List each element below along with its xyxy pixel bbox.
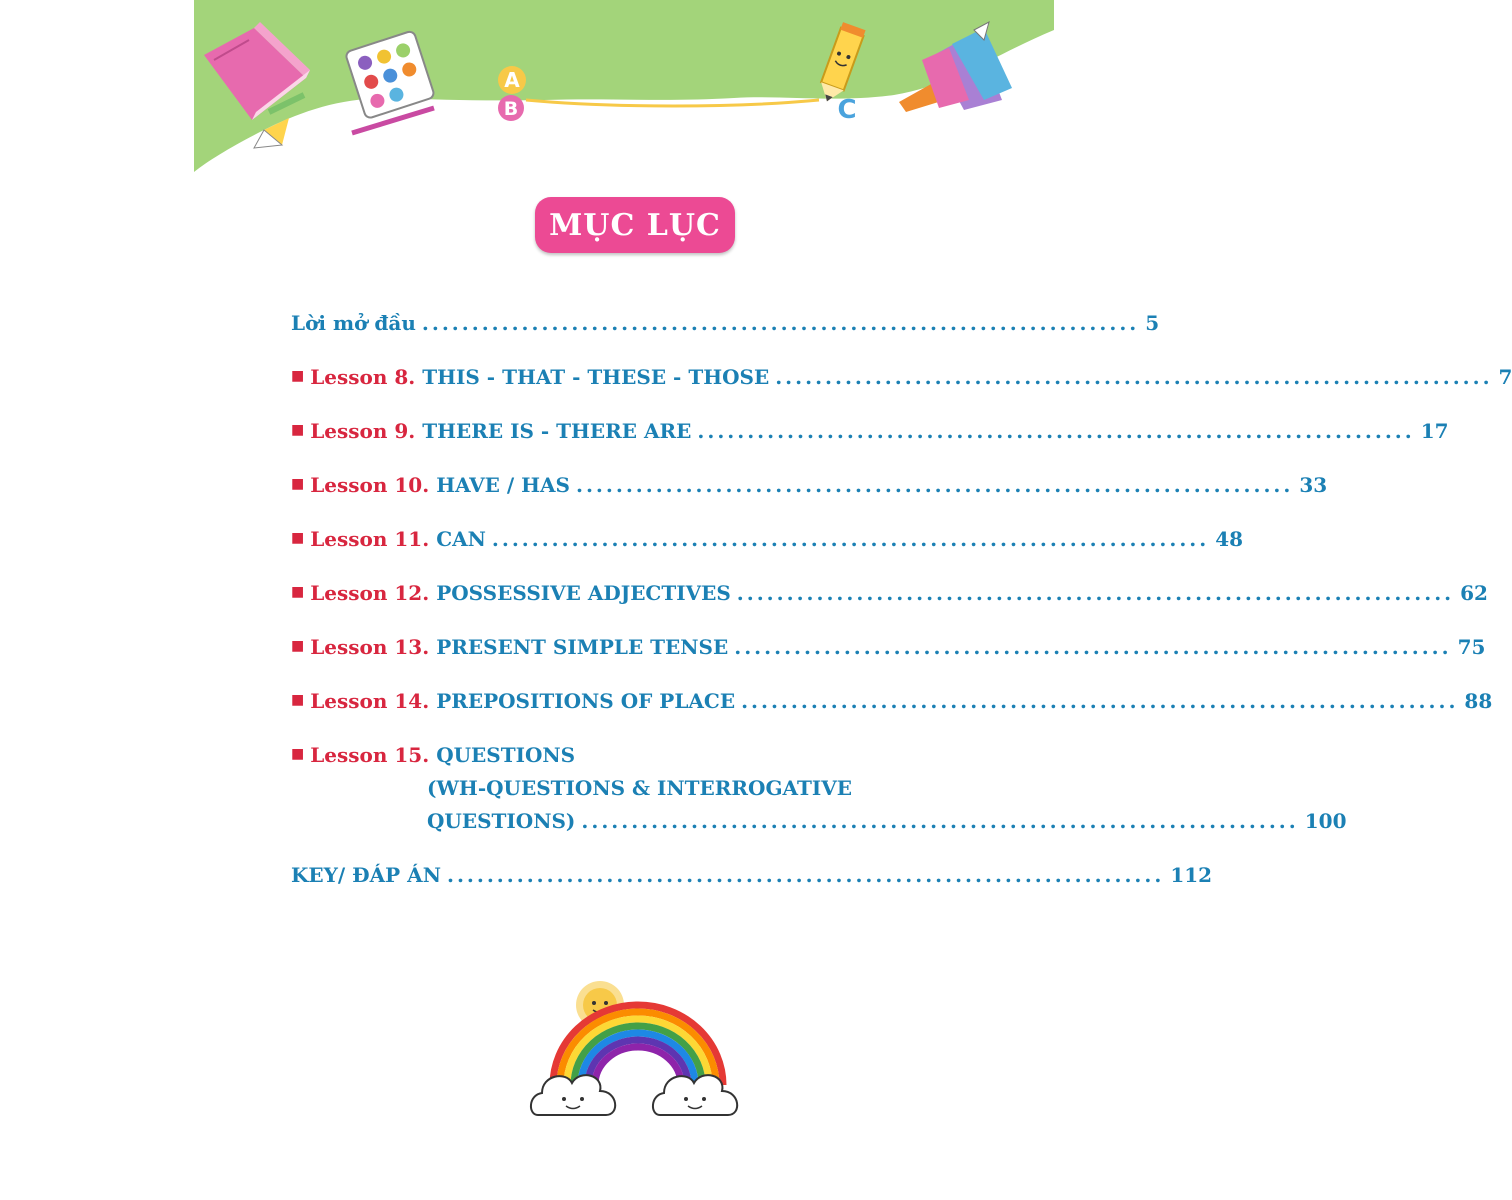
dot-leader: ........................................................................ (581, 809, 1299, 833)
bullet-icon: ■ (291, 638, 305, 654)
toc-lesson-topic: THERE IS - THERE ARE (422, 419, 692, 443)
left-cloud-icon (531, 1075, 615, 1115)
toc-lesson-number: Lesson 15. (310, 743, 430, 767)
toc-lesson-number: Lesson 14. (310, 689, 430, 713)
bullet-icon: ■ (291, 422, 305, 438)
toc-entry-lesson-8[interactable] (291, 359, 1512, 389)
toc-lesson-number: Lesson 8. (310, 365, 416, 389)
toc-lesson-number: Lesson 11. (310, 527, 430, 551)
toc-lesson-topic: HAVE / HAS (436, 473, 570, 497)
toc-page-number: 100 (1304, 809, 1347, 833)
toc-page-number: 17 (1420, 419, 1449, 443)
dot-leader: ........................................................................ (421, 311, 1140, 335)
bullet-icon: ■ (291, 368, 305, 384)
toc-lesson-number: Lesson 13. (310, 635, 430, 659)
svg-text:A: A (504, 68, 520, 92)
yellow-string (526, 100, 819, 106)
toc-entry-key[interactable] (291, 857, 1213, 887)
bullet-icon: ■ (291, 530, 305, 546)
toc-page-number: 33 (1299, 473, 1328, 497)
toc-entry-lesson-9[interactable] (291, 413, 1449, 443)
dot-leader: ........................................................................ (775, 365, 1493, 389)
bullet-icon: ■ (291, 746, 305, 762)
dot-leader: ........................................................................ (491, 527, 1210, 551)
toc-page-number: 88 (1464, 689, 1493, 713)
toc-page-number: 62 (1460, 581, 1488, 605)
letter-c-icon: C (837, 95, 857, 125)
toc-lesson-topic: QUESTIONS (436, 743, 576, 767)
toc-entry-lesson-11[interactable] (291, 521, 1244, 551)
toc-entry-lesson-12[interactable] (291, 575, 1488, 605)
dot-leader: ........................................................................ (736, 581, 1455, 605)
toc-lesson-topic: CAN (436, 527, 486, 551)
toc-page-number: 48 (1215, 527, 1244, 551)
bullet-icon: ■ (291, 584, 305, 600)
letter-a-icon (498, 66, 526, 94)
rainbow-illustration (528, 975, 748, 1125)
dot-leader: ........................................................................ (741, 689, 1459, 713)
toc-entry-lesson-10[interactable] (291, 467, 1328, 497)
toc-lesson-number: Lesson 12. (310, 581, 430, 605)
toc-entry-label: Lời mở đầu (291, 311, 416, 335)
toc-page-number: 112 (1170, 863, 1213, 887)
toc-entry-intro[interactable] (291, 305, 1160, 335)
letter-b-icon (498, 95, 524, 121)
title-badge (535, 197, 735, 253)
page-title: MỤC LỤC (549, 207, 721, 243)
toc-lesson-topic: PREPOSITIONS OF PLACE (436, 689, 736, 713)
toc-entry-lesson-15[interactable] (291, 737, 1347, 837)
dot-leader: ........................................................................ (734, 635, 1452, 659)
toc-lesson-number: Lesson 9. (310, 419, 416, 443)
toc-lesson-topic: PRESENT SIMPLE TENSE (436, 635, 729, 659)
toc-page-number: 7 (1498, 365, 1512, 389)
toc-entry-lesson-13[interactable] (291, 629, 1486, 659)
bullet-icon: ■ (291, 476, 305, 492)
dot-leader: ........................................................................ (697, 419, 1415, 443)
svg-text:B: B (503, 98, 519, 120)
toc-lesson-topic-continued: (WH-QUESTIONS & INTERROGATIVE (427, 776, 852, 800)
toc-page-number: 5 (1145, 311, 1160, 335)
toc-lesson-topic: THIS - THAT - THESE - THOSE (422, 365, 770, 389)
toc-page-number: 75 (1457, 635, 1486, 659)
bullet-icon: ■ (291, 692, 305, 708)
green-wave-background (194, 0, 1054, 172)
toc-lesson-topic: POSSESSIVE ADJECTIVES (436, 581, 731, 605)
toc-lesson-number: Lesson 10. (310, 473, 430, 497)
toc-lesson-topic-continued: QUESTIONS) (427, 809, 576, 833)
header-illustration (194, 0, 1054, 175)
dot-leader: ........................................................................ (576, 473, 1294, 497)
toc-entry-lesson-14[interactable] (291, 683, 1493, 713)
rainbow-icon (553, 1005, 723, 1085)
toc-entry-label: KEY/ ĐÁP ÁN (291, 863, 441, 887)
dot-leader: ........................................................................ (446, 863, 1165, 887)
